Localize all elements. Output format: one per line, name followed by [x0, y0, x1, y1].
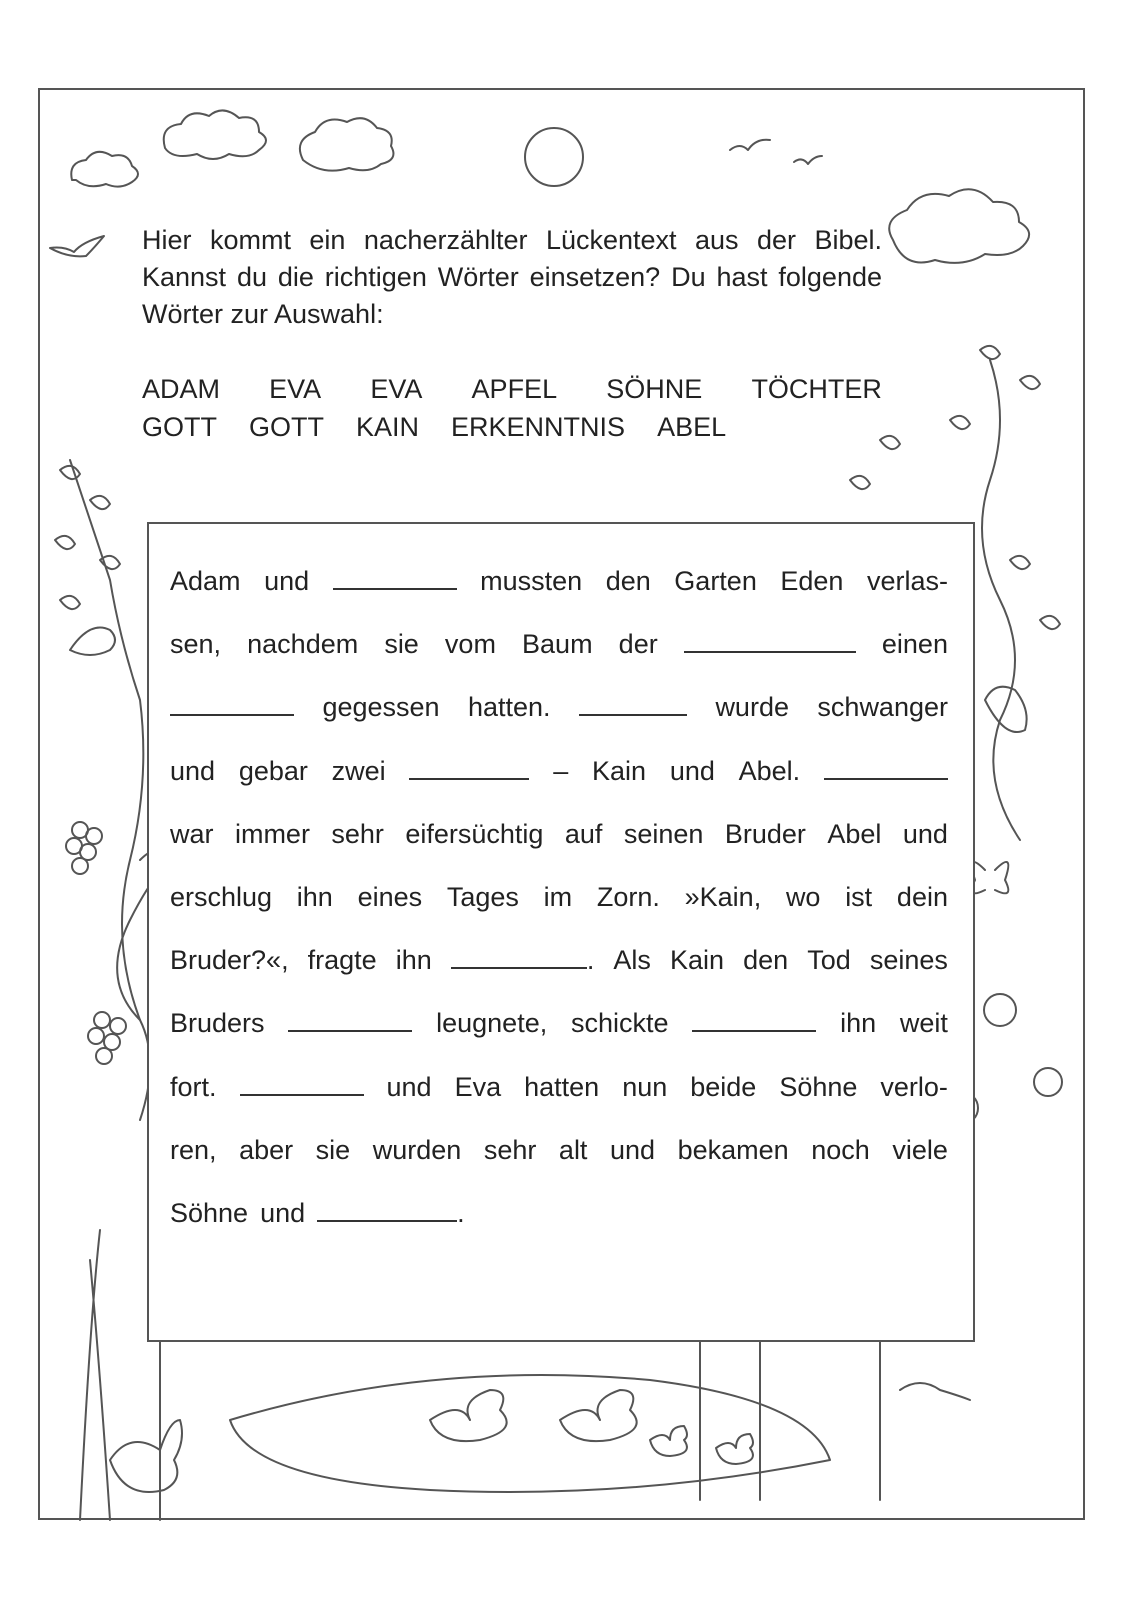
cloze-word: –	[553, 755, 569, 786]
cloze-word: wurde	[715, 692, 789, 723]
cloze-word: Tages	[446, 882, 519, 913]
cloze-word: und	[902, 818, 948, 849]
cloze-word: und	[260, 1198, 306, 1229]
cloze-word: eifersüchtig	[405, 818, 544, 849]
cloze-word: Abel.	[738, 755, 801, 786]
cloze-word: seines	[869, 945, 948, 976]
word-bank-word: ADAM	[142, 374, 221, 404]
cloze-word: Bruder?«,	[170, 945, 289, 976]
blank-field[interactable]	[409, 756, 529, 780]
cloze-word: fragte	[307, 945, 377, 976]
cloze-word: zwei	[331, 755, 386, 786]
cloze-word: Bruders	[170, 1008, 265, 1039]
punctuation: .	[586, 945, 595, 976]
cloze-line	[170, 1182, 948, 1245]
cloze-word: »Kain,	[684, 882, 762, 913]
cloze-word: nun	[622, 1071, 668, 1102]
cloze-word: Bruder	[724, 818, 806, 849]
cloze-word: im	[543, 882, 573, 913]
cloze-word: sen,	[170, 629, 222, 660]
blank-field[interactable]	[170, 692, 294, 716]
cloze-word: sehr	[331, 818, 384, 849]
cloze-word: ihn	[840, 1008, 877, 1039]
word-bank-word: EVA	[269, 374, 322, 404]
word-bank-word: KAIN	[356, 412, 420, 442]
word-bank-word: GOTT	[249, 412, 324, 442]
cloze-line	[170, 740, 948, 803]
cloze-word: Kain	[592, 755, 647, 786]
cloze-word: fort.	[170, 1071, 217, 1102]
cloze-line	[170, 866, 948, 929]
cloze-word: war	[170, 818, 214, 849]
cloze-word: ren,	[170, 1134, 217, 1165]
cloze-word: und	[669, 755, 715, 786]
cloze-line	[170, 1056, 948, 1119]
cloze-word: Kain	[670, 945, 725, 976]
intro-text: Hier kommt ein nacherzählter Lückentext aus der Bibel. Kannst du die richtigen Wörter einsetzen? Du hast folgende Wörter zur Auswahl:	[142, 225, 882, 329]
cloze-word: bekamen	[677, 1134, 789, 1165]
cloze-line	[170, 929, 948, 992]
word-bank-word: GOTT	[142, 412, 217, 442]
cloze-word: sie	[315, 1134, 351, 1165]
cloze-word: gebar	[238, 755, 308, 786]
word-bank-word: EVA	[370, 374, 423, 404]
cloze-word: Söhne	[779, 1071, 858, 1102]
word-bank-word: ERKENNTNIS	[451, 412, 626, 442]
cloze-line	[170, 613, 948, 676]
cloze-word: verlo-	[880, 1071, 948, 1102]
word-bank-row	[142, 408, 882, 446]
cloze-word: alt	[558, 1134, 588, 1165]
word-bank-row	[142, 370, 882, 408]
cloze-text	[170, 550, 948, 1245]
cloze-word: immer	[234, 818, 310, 849]
blank-field[interactable]	[692, 1008, 816, 1032]
cloze-word: aber	[239, 1134, 294, 1165]
cloze-word: und	[610, 1134, 656, 1165]
cloze-word: schickte	[571, 1008, 669, 1039]
cloze-word: ist	[845, 882, 873, 913]
cloze-line	[170, 992, 948, 1055]
cloze-word: eines	[357, 882, 423, 913]
cloze-word: Adam	[170, 566, 241, 596]
blank-field[interactable]	[824, 756, 948, 780]
cloze-word: Eden	[780, 566, 844, 596]
cloze-word: wo	[785, 882, 821, 913]
cloze-word: Zorn.	[596, 882, 660, 913]
blank-field[interactable]	[317, 1198, 457, 1222]
cloze-word: beide	[690, 1071, 757, 1102]
cloze-word: Als	[613, 945, 651, 976]
blank-field[interactable]	[684, 629, 856, 653]
cloze-word: seinen	[623, 818, 704, 849]
blank-field[interactable]	[288, 1008, 412, 1032]
blank-field[interactable]	[579, 692, 687, 716]
word-bank-word: APFEL	[471, 374, 558, 404]
cloze-word: erschlug	[170, 882, 273, 913]
cloze-word: leugnete,	[436, 1008, 548, 1039]
cloze-word: Tod	[807, 945, 851, 976]
cloze-word: hatten.	[467, 692, 551, 723]
cloze-word: auf	[564, 818, 603, 849]
cloze-word: sehr	[483, 1134, 537, 1165]
blank-field-wrap	[692, 992, 816, 1055]
cloze-word: und	[386, 1071, 432, 1102]
cloze-word: den	[605, 566, 651, 596]
cloze-word: verlas-	[866, 566, 948, 596]
cloze-word: Söhne	[170, 1198, 249, 1229]
cloze-word: der	[618, 629, 658, 660]
cloze-word: und	[170, 755, 216, 786]
cloze-word: schwanger	[817, 692, 948, 723]
punctuation: .	[457, 1198, 465, 1229]
word-bank	[142, 370, 882, 446]
cloze-word: hatten	[524, 1071, 600, 1102]
cloze-word: gegessen	[322, 692, 440, 723]
blank-field-wrap	[288, 992, 412, 1055]
blank-field-wrap	[240, 1056, 364, 1119]
cloze-line	[170, 1119, 948, 1182]
cloze-word: nachdem	[247, 629, 359, 660]
blank-field-wrap	[409, 740, 529, 803]
cloze-word: den	[743, 945, 789, 976]
cloze-word: sie	[384, 629, 419, 660]
cloze-word: und	[264, 566, 310, 596]
word-bank-word: ABEL	[657, 412, 727, 442]
cloze-line	[170, 676, 948, 739]
blank-field-wrap	[824, 740, 948, 803]
cloze-word: Baum	[522, 629, 593, 660]
blank-field-wrap	[451, 929, 595, 992]
cloze-word: ihn	[296, 882, 333, 913]
word-bank-word: TÖCHTER	[751, 374, 882, 404]
blank-field-wrap	[333, 550, 457, 613]
cloze-line	[170, 803, 948, 866]
blank-field[interactable]	[240, 1072, 364, 1096]
blank-field-wrap	[579, 676, 687, 739]
cloze-word: weit	[899, 1008, 948, 1039]
cloze-word: einen	[881, 629, 948, 660]
cloze-word: wurden	[372, 1134, 462, 1165]
blank-field[interactable]	[333, 566, 457, 590]
cloze-word: Abel	[827, 818, 882, 849]
blank-field[interactable]	[451, 945, 587, 969]
blank-field-wrap	[317, 1182, 465, 1245]
cloze-line	[170, 550, 948, 613]
cloze-word: ihn	[395, 945, 432, 976]
cloze-word: mussten	[480, 566, 583, 596]
cloze-word: noch	[811, 1134, 870, 1165]
cloze-word: vom	[444, 629, 496, 660]
blank-field-wrap	[684, 613, 856, 676]
cloze-word: Garten	[674, 566, 757, 596]
blank-field-wrap	[170, 676, 294, 739]
word-bank-word: SÖHNE	[606, 374, 703, 404]
cloze-word: viele	[892, 1134, 948, 1165]
cloze-word: Eva	[454, 1071, 502, 1102]
cloze-word: dein	[896, 882, 948, 913]
